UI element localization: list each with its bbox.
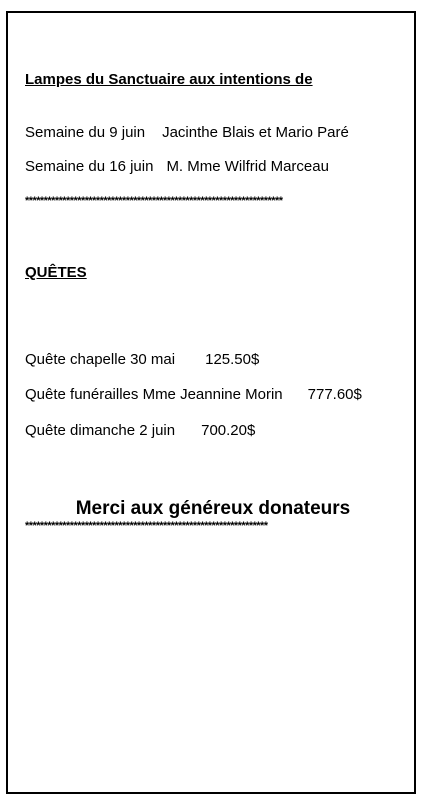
quete-entry	[25, 351, 259, 369]
quete-label: Quête funérailles Mme Jeannine Morin	[25, 386, 283, 403]
quetes-heading: QUÊTES	[25, 264, 87, 281]
lampes-entry	[25, 124, 349, 142]
lampes-week: Semaine du 16 juin	[25, 158, 154, 175]
quete-amount: 777.60$	[307, 386, 362, 403]
separator-stars: *****************************************************************	[25, 520, 268, 532]
lampes-heading: Lampes du Sanctuaire aux intentions de	[25, 71, 313, 88]
quete-label: Quête chapelle 30 mai	[25, 351, 176, 368]
quete-label: Quête dimanche 2 juin	[25, 422, 176, 439]
page-frame	[6, 11, 416, 794]
lampes-names: Jacinthe Blais et Mario Paré	[162, 124, 349, 141]
lampes-week: Semaine du 9 juin	[25, 124, 146, 141]
separator-stars: *********************************************************************	[25, 195, 283, 207]
lampes-entry	[25, 158, 329, 176]
thanks-message: Merci aux généreux donateurs	[75, 498, 351, 519]
quete-entry	[25, 422, 255, 440]
quete-amount: 700.20$	[201, 422, 256, 439]
quete-entry	[25, 386, 362, 404]
lampes-names: M. Mme Wilfrid Marceau	[166, 158, 329, 175]
quete-amount: 125.50$	[205, 351, 260, 368]
